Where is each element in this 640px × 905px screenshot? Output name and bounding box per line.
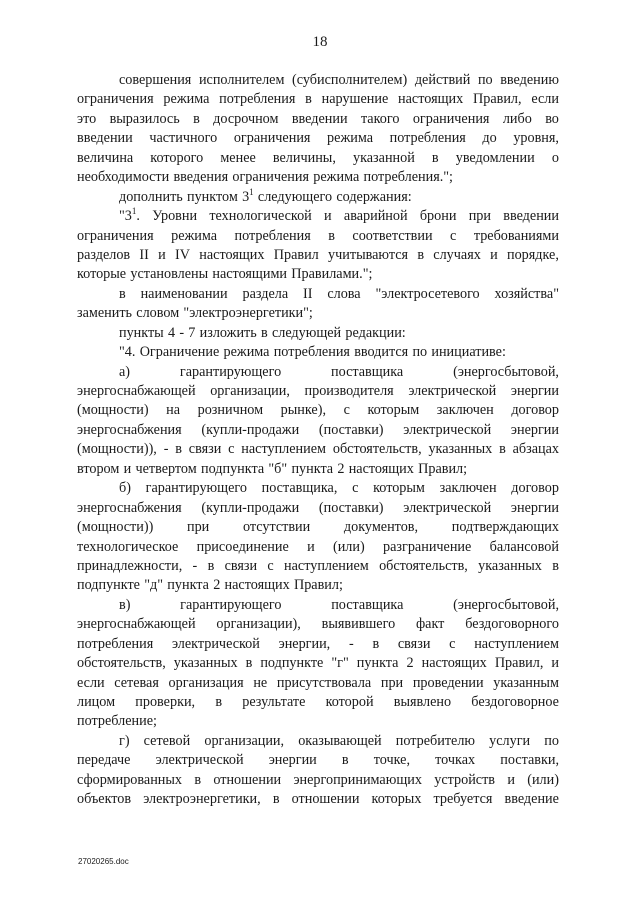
text-line: величина которого менее величины, указанной в уведомлении о xyxy=(77,149,559,166)
text-line: пункты 4 - 7 изложить в следующей редакции: xyxy=(119,324,406,341)
text-line: совершения исполнителем (субисполнителем) действий по введению xyxy=(119,72,559,88)
text-line: втором и четвертом подпункта "б" пункта 2 настоящих Правил; xyxy=(77,460,468,477)
text-line: дополнить пунктом $3^1$ следующего содержания: xyxy=(119,186,412,205)
text-line: заменить словом "электроэнергетики"; xyxy=(77,305,313,322)
text-line: которые установлены настоящими Правилами."; xyxy=(77,266,373,283)
text-line: энергоснабжения (купли-продажи (поставки) электрической энергии xyxy=(77,421,559,438)
text-line: (мощности)) при отсутствии документов, подтверждающих xyxy=(77,519,559,536)
text-line: если сетевая организация не присутствовала при проведении указанным xyxy=(77,674,559,691)
text-line: передаче электрической энергии в точке, точках поставки, xyxy=(77,752,559,769)
text-line: энергоснабжающей организации, производителя электрической энергии xyxy=(77,383,559,399)
text-line: (мощности) на розничном рынке), с которым заключен договор xyxy=(77,402,559,419)
text-line: это выразилось в досрочном введении такого ограничения либо во xyxy=(77,110,559,127)
text-line: в наименовании раздела II слова "электросетевого хозяйства" xyxy=(119,285,559,302)
text-line: в) гарантирующего поставщика (энергосбытовой, xyxy=(119,596,559,613)
text-line: подпункте "д" пункта 2 настоящих Правил; xyxy=(77,577,343,594)
text-line: необходимости введения ограничения режима потребления."; xyxy=(77,169,453,186)
text-line: сформированных в отношении энергопринимающих устройств и (или) xyxy=(77,771,559,788)
text-line: обстоятельств, указанных в подпункте "г" пункта 2 настоящих Правил, и xyxy=(77,655,559,672)
text-line: потребление; xyxy=(77,713,157,730)
text-line: энергоснабжения (купли-продажи (поставки) электрической энергии xyxy=(77,499,559,516)
text-line: объектов электроэнергетики, в отношении которых требуется введение xyxy=(77,791,559,808)
document-body xyxy=(77,71,559,810)
text-line: б) гарантирующего поставщика, с которым заключен договор xyxy=(119,480,559,497)
text-line: а) гарантирующего поставщика (энергосбытовой, xyxy=(119,363,559,380)
text-line: "4. Ограничение режима потребления вводится по инициативе: xyxy=(119,344,506,361)
text-line: принадлежности, - в связи с наступлением обстоятельств, указанных в xyxy=(77,557,559,574)
text-line: лицом проверки, в результате которой выявлено бездоговорное xyxy=(77,694,559,710)
page-number: 18 xyxy=(312,34,328,50)
text-line: ограничения режима потребления в соответствии с требованиями xyxy=(77,227,559,244)
text-line: потребления электрической энергии, - в связи с наступлением xyxy=(77,635,559,652)
text-line: (мощности)), - в связи с наступлением обстоятельств, указанных в абзацах xyxy=(77,441,559,458)
text-line: технологическое присоединение и (или) разграничение балансовой xyxy=(77,538,559,555)
text-line: ограничения режима потребления в нарушение настоящих Правил, если xyxy=(77,91,559,108)
footer-filename: 27020265.doc xyxy=(78,857,129,866)
text-line: разделов II и IV настоящих Правил учитываются в случаях и порядке, xyxy=(77,246,559,263)
text-line: введении частичного ограничения режима потребления до уровня, xyxy=(77,130,559,147)
text-line: "$3^1$. Уровни технологической и аварийной брони при введении xyxy=(119,206,559,225)
text-line: г) сетевой организации, оказывающей потребителю услуги по xyxy=(119,732,559,749)
text-line: энергоснабжающей организации), выявившего факт бездоговорного xyxy=(77,616,559,633)
